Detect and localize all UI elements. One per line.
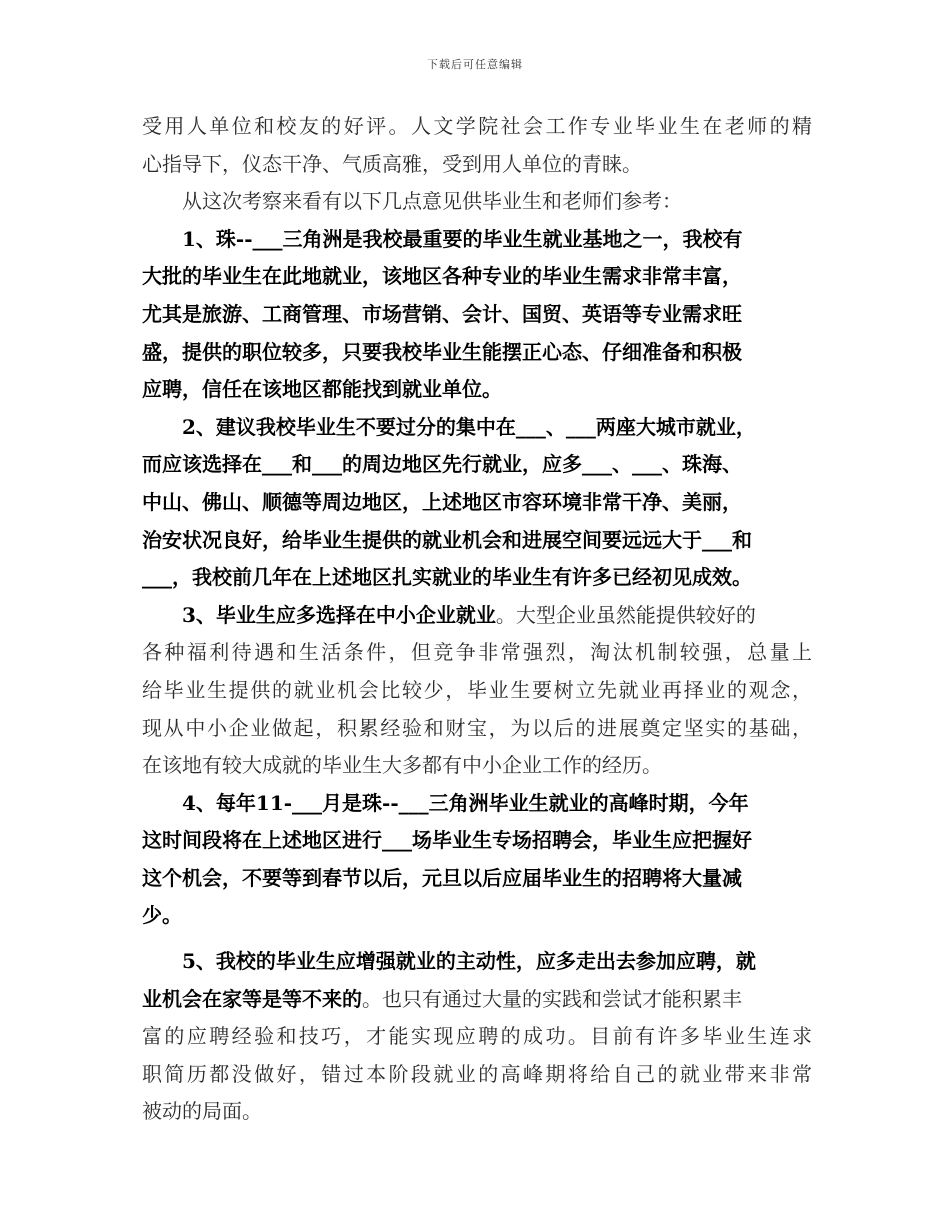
text-line: 职简历都没做好，错过本阶段就业的高峰期将给自己的就业带来非常 [142,1061,812,1086]
text-line: 现从中小企业做起，积累经验和财宝，为以后的进展奠定坚实的基础， [142,715,812,740]
text-line: 各种福利待遇和生活条件，但竞争非常强烈，淘汰机制较强，总量上 [142,640,812,665]
text-line: ___，我校前几年在上述地区扎实就业的毕业生有许多已经初见成效。 [142,565,752,590]
text-line: 少。 [142,903,182,928]
text-line: 1、珠--___三角洲是我校最重要的毕业生就业基地之一，我校有 [182,226,743,251]
text-line: 治安状况良好，给毕业生提供的就业机会和进展空间要远远大于___和 [142,527,752,552]
text-line [142,597,812,635]
text-line: 这个机会，不要等到春节以后，元旦以后应届毕业生的招聘将大量减 [142,865,742,890]
text-line: 应聘，信任在该地区都能找到就业单位。 [142,377,502,402]
text-line: 富的应聘经验和技巧，才能实现应聘的成功。目前有许多毕业生连求 [142,1024,812,1049]
bold-lead: 3、毕业生应多选择在中小企业就业 [182,602,496,627]
text-line: 尤其是旅游、工商管理、市场营销、会计、国贸、英语等专业需求旺 [142,301,742,326]
text-line [142,981,812,1019]
text-span: 。大型企业虽然能提供较好的 [495,602,756,627]
text-line: 5、我校的毕业生应增强就业的主动性，应多走出去参加应聘，就 [182,949,756,974]
text-span: 。也只有通过大量的实践和尝试才能积累丰 [362,986,742,1011]
text-line: 盛，提供的职位较多，只要我校毕业生能摆正心态、仔细准备和积极 [142,339,742,364]
text-line: 这时间段将在上述地区进行___场毕业生专场招聘会，毕业生应把握好 [142,828,752,853]
text-line: 受用人单位和校友的好评。人文学院社会工作专业毕业生在老师的精 [142,114,812,138]
text-line: 从这次考察来看有以下几点意见供毕业生和老师们参考： [182,189,682,214]
text-line: 大批的毕业生在此地就业，该地区各种专业的毕业生需求非常丰富， [142,264,742,289]
text-line: 中山、佛山、顺德等周边地区，上述地区市容环境非常干净、美丽， [142,489,742,514]
text-line: 给毕业生提供的就业机会比较少，毕业生要树立先就业再择业的观念， [142,677,812,702]
text-line: 心指导下，仪态干净、气质高雅，受到用人单位的青睐。 [142,151,642,176]
text-line: 而应该选择在___和___的周边地区先行就业，应多___、___、珠海、 [142,452,742,477]
page-header: 下载后可任意编辑 [427,58,523,71]
document-body [142,108,812,1131]
text-line: 2、建议我校毕业生不要过分的集中在___、___两座大城市就业， [182,414,756,439]
text-line: 4、每年11-___月是珠--___三角洲毕业生就业的高峰时期，今年 [182,790,749,815]
text-line: 在该地有较大成就的毕业生大多都有中小企业工作的经历。 [142,753,662,778]
text-line: 被动的局面。 [142,1099,262,1124]
paragraph-gap [142,935,812,943]
bold-lead: 业机会在家等是等不来的 [142,986,362,1011]
